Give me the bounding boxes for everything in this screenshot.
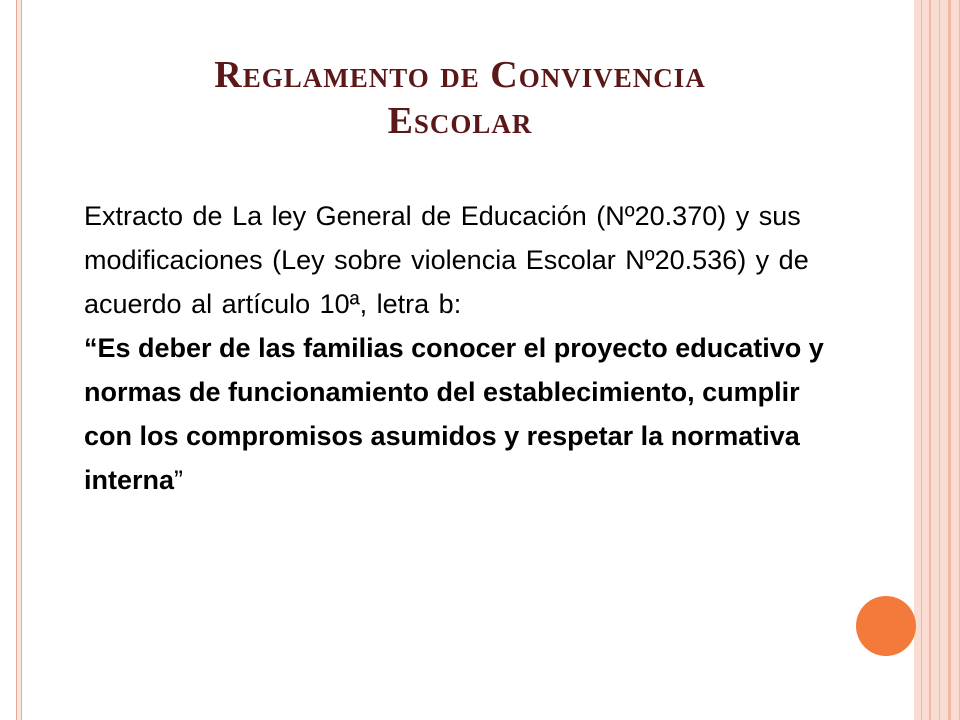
right-stripe xyxy=(921,0,922,720)
right-stripe xyxy=(939,0,940,720)
right-stripe xyxy=(929,0,931,720)
orange-circle-decoration xyxy=(856,596,916,656)
slide-title-line-1: Reglamento de Convivencia xyxy=(214,54,706,96)
quote-text: “Es deber de las familias conocer el proyecto educativo y normas de funcionamiento del establecimiento, cumplir con los compromisos asumidos y respetar la normativa interna xyxy=(84,333,824,495)
slide-title xyxy=(100,52,820,144)
left-decorative-border xyxy=(16,0,22,720)
intro-paragraph: Extracto de La ley General de Educación (Nº20.370) y sus modificaciones (Ley sobre violencia Escolar Nº20.536) y de acuerdo al artículo 10ª, letra b: xyxy=(84,201,809,319)
right-decorative-band xyxy=(914,0,960,720)
slide-title-line-2: Escolar xyxy=(387,100,533,142)
slide-body xyxy=(84,194,834,502)
closing-quote-mark: ” xyxy=(174,465,184,495)
right-stripe xyxy=(948,0,951,720)
quote-paragraph xyxy=(84,326,834,502)
